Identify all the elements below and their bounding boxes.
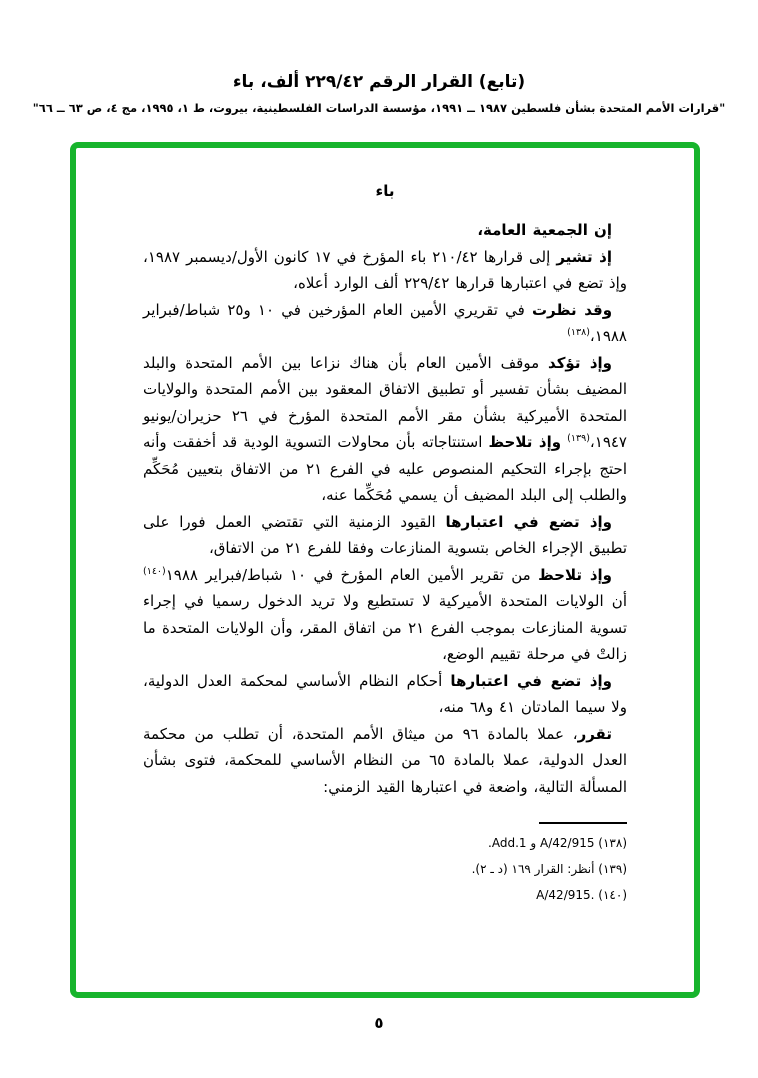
paragraph-text: أن الولايات المتحدة الأميركية لا تستطيع ولا تريد الدخول رسميا في إجراء تسوية المنازعات بموجب الفرع ٢١ من اتفاق المقر، وأن الولايات المتحدة ما زالتْ في مرحلة تقييم الوضع، xyxy=(143,592,627,663)
paragraph-text: استنتاجاته بأن محاولات التسوية الودية قد أخفقت وأنه احتج بإجراء التحكيم المنصوص عليه في الفرع ٢١ من الاتفاق بتعيين مُحَكِّم والطلب إلى البلد المضيف أن يسمي مُحَكِّما عنه، xyxy=(143,433,627,504)
paragraph xyxy=(143,562,627,668)
section-heading: باء xyxy=(375,182,395,200)
paragraph xyxy=(143,350,627,509)
page-number: ٥ xyxy=(374,1014,384,1032)
document-header xyxy=(0,0,758,115)
paragraph-lead: وإذ تضع في اعتبارها xyxy=(450,671,612,690)
footnote: (١٣٨) A/42/915 و Add.1. xyxy=(488,836,627,850)
paragraph xyxy=(143,668,627,721)
paragraph-lead: وإذ تضع في اعتبارها xyxy=(445,512,613,531)
resolution-frame xyxy=(70,142,700,998)
paragraph-text: في تقريري الأمين العام المؤرخين في ١٠ و٢٥ شباط/فبراير ١٩٨٨، xyxy=(143,300,627,345)
paragraph-lead: إذ تشير xyxy=(556,247,612,266)
footnote-marker: (١٣٩) xyxy=(567,433,590,444)
paragraph xyxy=(143,217,627,244)
paragraph-lead: وقد نظرت xyxy=(531,300,613,319)
paragraph xyxy=(143,509,627,562)
paragraph xyxy=(143,721,627,801)
paragraph xyxy=(143,297,627,350)
paragraph xyxy=(143,244,627,297)
paragraph-lead: وإذ تلاحظ xyxy=(538,565,612,584)
footnote-separator xyxy=(539,822,627,824)
paragraph-text: أحكام النظام الأساسي لمحكمة العدل الدولية، ولا سيما المادتان ٤١ و٦٨ منه، xyxy=(143,671,627,716)
paragraph-lead: وإذ تؤكد xyxy=(548,353,612,372)
header-title: (تابع) القرار الرقم ٢٢٩/٤٢ ألف، باء xyxy=(232,72,526,92)
paragraph-text: موقف الأمين العام بأن هناك نزاعا بين الأمم المتحدة والبلد المضيف بشأن تفسير أو تطبيق الاتفاق المعقود بين الأمم المتحدة والولايات المتحدة الأميركية بشأن مقر الأمم المتحدة المؤرخ في ٢٦ حزيران/يونيو ١٩٤٧، xyxy=(143,353,627,451)
paragraph-lead: وإذ تلاحظ xyxy=(488,433,562,451)
resolution-body xyxy=(143,217,627,800)
footnote-marker: (١٤٠) xyxy=(143,565,166,577)
footnote: (١٣٩) أنظر: القرار ١٦٩ (د ـ ٢). xyxy=(471,862,627,876)
header-citation: "قرارات الأمم المتحدة بشأن فلسطين ١٩٨٧ ــ ١٩٩١، مؤسسة الدراسات الفلسطينية، بيروت، ط ١، ١٩٩٥، مج ٤، ص ٦٣ ــ ٦٦" xyxy=(32,101,726,115)
footnotes xyxy=(143,830,627,908)
footnote: (١٤٠) A/42/915.‎ xyxy=(536,888,627,902)
paragraph-lead: تقرر xyxy=(577,724,612,743)
footnote-marker: (١٣٨) xyxy=(567,327,590,338)
paragraph-text: إلى قرارها ٢١٠/٤٢ باء المؤرخ في ١٧ كانون الأول/ديسمبر ١٩٨٧، وإذ تضع في اعتبارها قرارها ٢٢٩/٤٢ ألف الوارد أعلاه، xyxy=(143,247,627,292)
paragraph-text: ، عملا بالمادة ٩٦ من ميثاق الأمم المتحدة، أن تطلب من محكمة العدل الدولية، عملا بالمادة ٦٥ من النظام الأساسي للمحكمة، فتوى بشأن المسألة التالية، واضعة في اعتبارها القيد الزمني: xyxy=(143,724,627,796)
paragraph-lead: إن الجمعية العامة، xyxy=(477,221,612,239)
paragraph-text: من تقرير الأمين العام المؤرخ في ١٠ شباط/فبراير ١٩٨٨ xyxy=(165,565,539,584)
paragraph-text: القيود الزمنية التي تقتضي العمل فورا على تطبيق الإجراء الخاص بتسوية المنازعات وفقا للفرع ٢١ من الاتفاق، xyxy=(143,512,627,557)
